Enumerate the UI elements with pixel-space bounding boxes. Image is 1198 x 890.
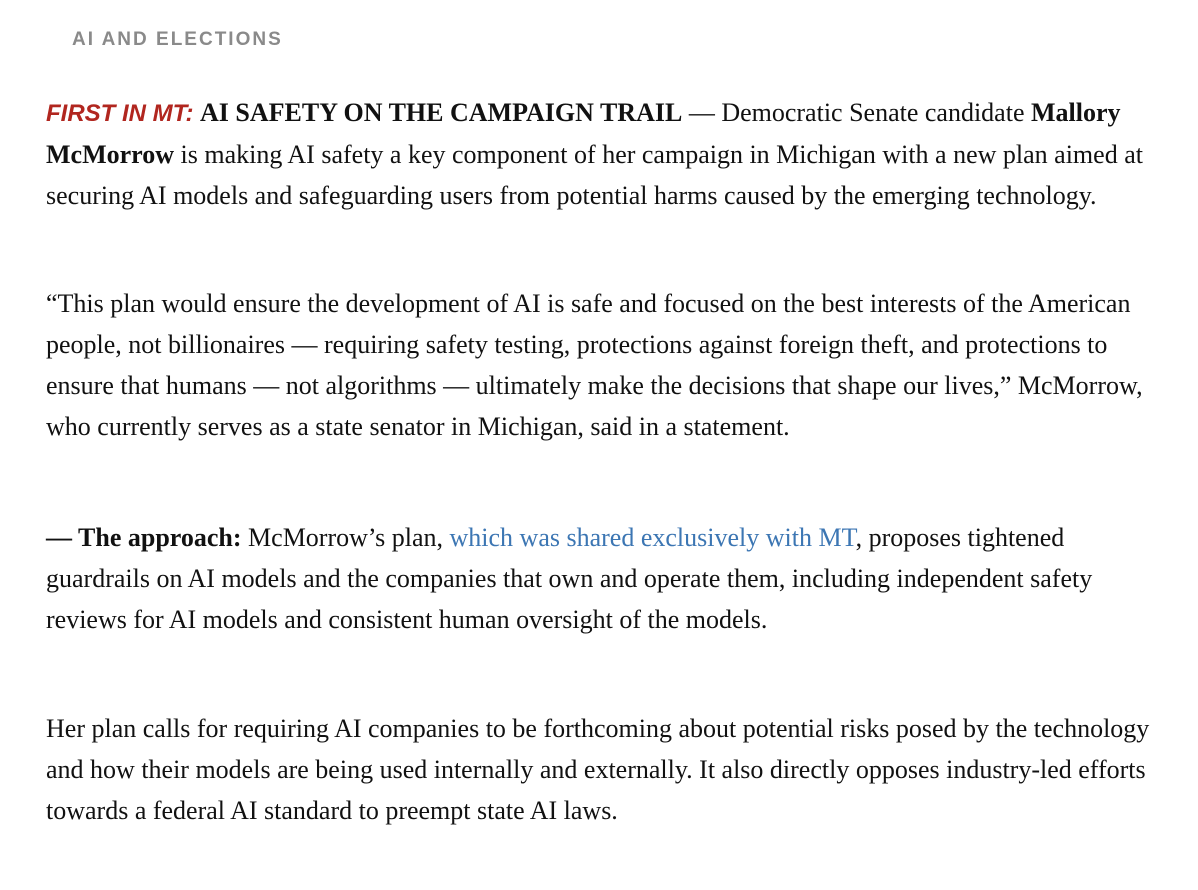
paragraph-text: — Democratic Senate candidate	[682, 98, 1031, 127]
section-label: AI AND ELECTIONS	[72, 29, 283, 50]
story-headline: AI SAFETY ON THE CAMPAIGN TRAIL	[200, 98, 683, 127]
paragraph-text: , proposes tightened guardrails on AI models and the companies that own and operate them, including independent safety reviews for AI models and consistent human oversight of the models.	[46, 523, 1093, 634]
article-paragraph-4	[46, 708, 1156, 831]
paragraph-text: is making AI safety a key component of her campaign in Michigan with a new plan aimed at securing AI models and safeguarding users from potential harms caused by the emerging technology.	[46, 140, 1143, 210]
paragraph-text: Her plan calls for requiring AI companies to be forthcoming about potential risks posed by the technology and how their models are being used internally and externally. It also directly opposes industry-led efforts towards a federal AI standard to preempt state AI laws.	[46, 714, 1150, 825]
exclusive-plan-link[interactable]: which was shared exclusively with MT	[449, 523, 856, 552]
approach-lead: — The approach:	[46, 523, 242, 552]
article-paragraph-1	[46, 92, 1156, 216]
article-paragraph-3	[46, 517, 1156, 640]
quote-text: “This plan would ensure the development of AI is safe and focused on the best interests of the American people, not billionaires — requiring safety testing, protections against foreign theft, and protections to ensure that humans — not algorithms — ultimately make the decisions that shape our lives,” McMorrow, who currently serves as a state senator in Michigan, said in a statement.	[46, 289, 1143, 441]
kicker-label: FIRST IN MT:	[46, 100, 194, 127]
candidate-name: Mallory McMorrow	[46, 98, 1121, 169]
article-paragraph-2	[46, 283, 1156, 447]
paragraph-text: McMorrow’s plan,	[241, 523, 450, 552]
